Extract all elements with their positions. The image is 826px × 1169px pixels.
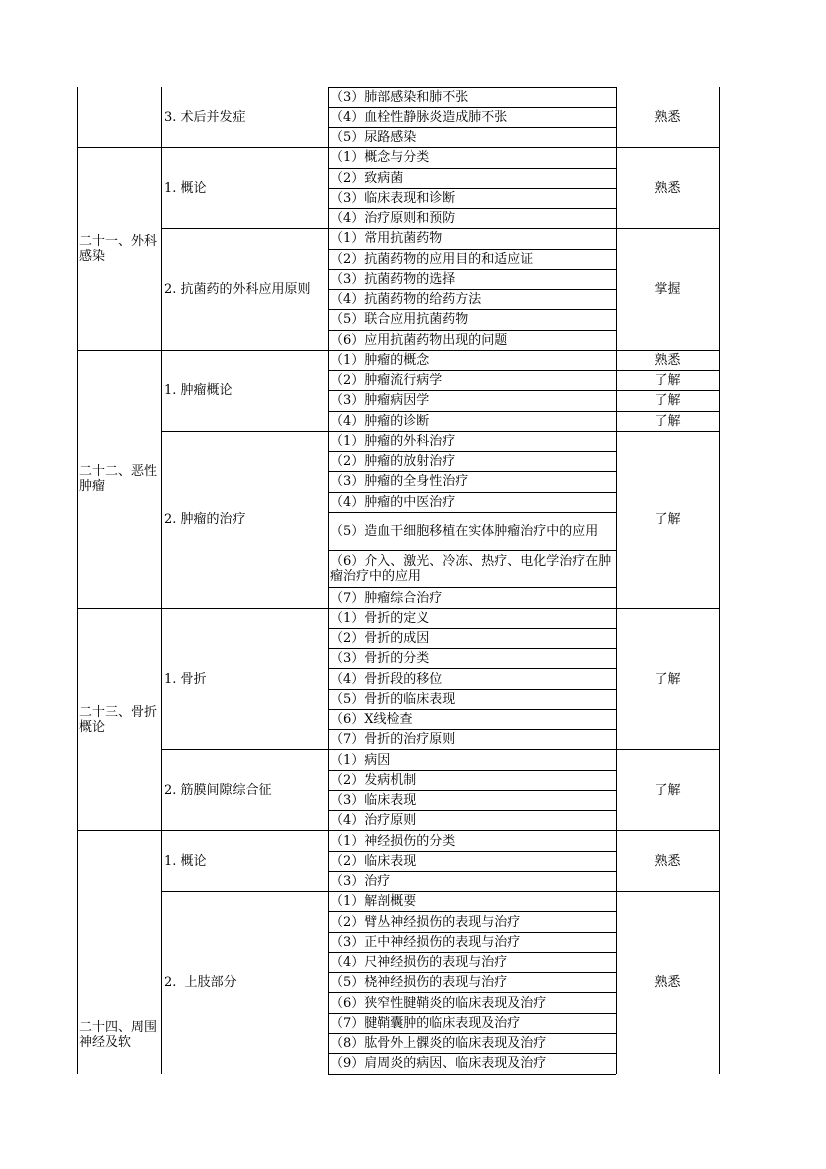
topic-item: （2）发病机制	[330, 772, 417, 788]
section-label: 1. 肿瘤概论	[164, 383, 233, 399]
section-label: 1. 概论	[164, 853, 207, 869]
topic-item: （1）神经损伤的分类	[330, 833, 456, 849]
unit-divider	[77, 147, 161, 148]
topic-item: （9）肩周炎的病因、临床表现及治疗	[330, 1056, 547, 1072]
topic-item: （4）肿瘤的中医治疗	[330, 494, 456, 510]
unit-label: 二十四、周围神经及软	[79, 1020, 158, 1051]
topic-item: （2）致病菌	[330, 170, 404, 186]
topic-item: （4）治疗原则和预防	[330, 211, 456, 227]
topic-item: （4）血栓性静脉炎造成肺不张	[330, 109, 508, 125]
topic-item: （6）狭窄性腱鞘炎的临床表现及治疗	[330, 995, 547, 1011]
section-label: 1. 概论	[164, 180, 207, 196]
topic-item: （4）肿瘤的诊断	[330, 413, 430, 429]
unit-label: 二十一、外科感染	[79, 234, 158, 264]
topic-item: （2）肿瘤的放射治疗	[330, 454, 456, 470]
mastery-level: 熟悉	[654, 109, 681, 125]
section-divider	[161, 749, 328, 750]
topic-item: （4）骨折段的移位	[330, 671, 443, 687]
mastery-level: 了解	[654, 512, 681, 528]
column-divider	[719, 87, 720, 1074]
topic-item: （3）临床表现	[330, 793, 417, 809]
topic-item: （2）抗菌药物的应用目的和适应证	[330, 251, 534, 267]
section-divider	[161, 608, 328, 609]
row-divider	[328, 1074, 616, 1075]
section-label: 3. 术后并发症	[164, 109, 246, 125]
topic-item: （7）肿瘤综合治疗	[330, 590, 443, 606]
topic-item: （2）临床表现	[330, 853, 417, 869]
topic-item: （2）肿瘤流行病学	[330, 373, 443, 389]
topic-item: （5）尿路感染	[330, 130, 417, 146]
topic-item: （1）概念与分类	[330, 150, 430, 166]
topic-item: （5）骨折的临床表现	[330, 691, 456, 707]
section-divider	[161, 830, 328, 831]
section-divider	[161, 228, 328, 229]
section-divider	[161, 891, 328, 892]
mastery-level: 熟悉	[654, 975, 681, 991]
topic-item: （3）肺部感染和肺不张	[330, 89, 469, 105]
topic-item: （7）骨折的治疗原则	[330, 732, 456, 748]
topic-item: （4）治疗原则	[330, 813, 417, 829]
mastery-level: 掌握	[654, 282, 681, 297]
mastery-level: 熟悉	[654, 180, 681, 196]
topic-item: （4）尺神经损伤的表现与治疗	[330, 955, 508, 971]
topic-item: （1）肿瘤的概念	[330, 352, 430, 368]
topic-item: （6）X线检查	[330, 712, 413, 728]
topic-item: （1）常用抗菌药物	[330, 231, 443, 247]
section-divider	[616, 147, 720, 148]
topic-item: （5）桡神经损伤的表现与治疗	[330, 975, 508, 991]
section-divider	[616, 350, 720, 351]
section-label: 2. 肿瘤的治疗	[164, 512, 246, 528]
section-label: 2. 筋膜间隙综合征	[164, 782, 272, 798]
section-divider	[161, 350, 328, 351]
section-divider	[616, 431, 720, 432]
mastery-level: 了解	[654, 373, 681, 389]
topic-item: （6）介入、激光、冷冻、热疗、电化学治疗在肿瘤治疗中的应用	[330, 554, 612, 585]
topic-item: （8）肱骨外上髁炎的临床表现及治疗	[330, 1036, 547, 1052]
unit-divider	[77, 830, 161, 831]
section-label: 2. 抗菌药的外科应用原则	[164, 282, 311, 297]
section-divider	[616, 891, 720, 892]
section-label: 2. 上肢部分	[164, 975, 237, 991]
unit-label: 二十三、骨折概论	[79, 704, 158, 735]
topic-item: （3）抗菌药物的选择	[330, 271, 456, 287]
column-divider	[161, 87, 162, 1074]
topic-item: （1）病因	[330, 752, 391, 768]
mastery-level: 了解	[654, 671, 681, 687]
section-divider	[161, 147, 328, 148]
table-top-border	[328, 87, 616, 88]
topic-item: （2）骨折的成因	[330, 631, 430, 647]
mastery-level: 了解	[654, 393, 681, 409]
topic-item: （6）应用抗菌药物出现的问题	[330, 332, 508, 348]
unit-divider	[77, 608, 161, 609]
unit-label	[77, 87, 161, 148]
mastery-level: 了解	[654, 782, 681, 798]
topic-item: （3）骨折的分类	[330, 651, 430, 667]
column-divider	[616, 87, 617, 1074]
unit-divider	[77, 350, 161, 351]
topic-item: （3）肿瘤病因学	[330, 393, 430, 409]
topic-item: （5）联合应用抗菌药物	[330, 312, 469, 328]
section-divider	[161, 431, 328, 432]
topic-item: （1）解剖概要	[330, 894, 417, 910]
topic-item: （3）肿瘤的全身性治疗	[330, 474, 469, 490]
unit-label: 二十二、恶性肿瘤	[79, 464, 158, 495]
topic-item: （3）正中神经损伤的表现与治疗	[330, 934, 521, 950]
column-divider	[328, 87, 329, 1074]
topic-item: （1）骨折的定义	[330, 610, 430, 626]
topic-item: （3）治疗	[330, 874, 391, 890]
topic-item: （1）肿瘤的外科治疗	[330, 433, 456, 449]
section-divider	[616, 608, 720, 609]
mastery-level: 了解	[654, 413, 681, 429]
column-divider	[77, 87, 78, 1074]
section-divider	[616, 228, 720, 229]
topic-item: （7）腱鞘囊肿的临床表现及治疗	[330, 1015, 521, 1031]
section-divider	[616, 830, 720, 831]
topic-item: （2）臂丛神经损伤的表现与治疗	[330, 914, 521, 930]
mastery-level: 熟悉	[654, 352, 681, 368]
topic-item: （4）抗菌药物的给药方法	[330, 292, 482, 308]
section-divider	[616, 749, 720, 750]
topic-item: （5）造血干细胞移植在实体肿瘤治疗中的应用	[330, 523, 599, 539]
topic-item: （3）临床表现和诊断	[330, 190, 456, 206]
mastery-level: 熟悉	[654, 853, 681, 869]
section-label: 1. 骨折	[164, 671, 207, 687]
